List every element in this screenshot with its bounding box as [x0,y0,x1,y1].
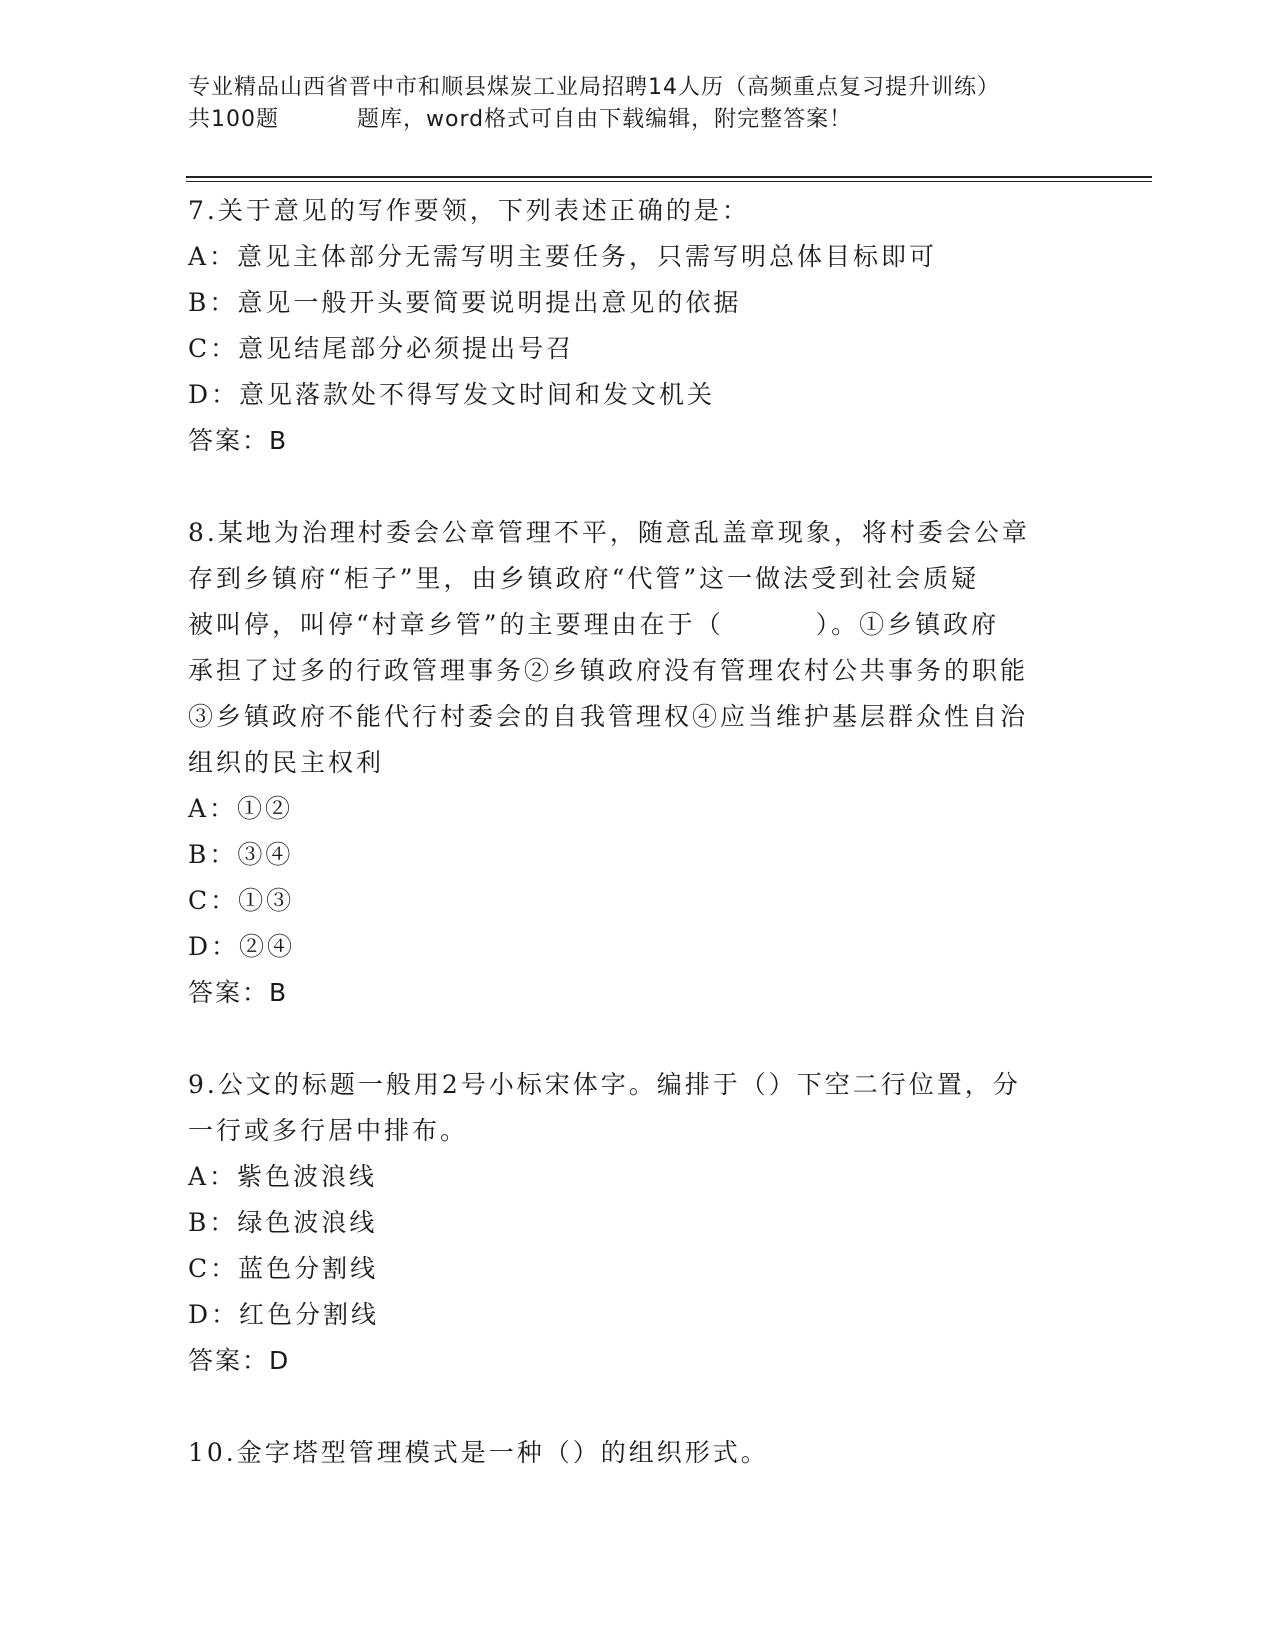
question-stem-line: ③乡镇政府不能代行村委会的自我管理权④应当维护基层群众性自治 [188,702,1029,731]
question-stem-line: 9.公文的标题一般用2号小标宋体字。编排于（）下空二行位置，分 [188,1070,1021,1099]
option-a: A：①② [188,794,294,823]
question-list [188,188,1068,1476]
question-10 [188,1430,1068,1476]
document-header [188,72,1068,136]
option-a: A：紫色波浪线 [188,1162,378,1191]
header-title: 专业精品山西省晋中市和顺县煤炭工业局招聘14人历（高频重点复习提升训练） [188,75,1000,100]
option-a: A：意见主体部分无需写明主要任务，只需写明总体目标即可 [188,242,938,271]
answer: 答案：B [188,978,289,1007]
question-stem-line: 一行或多行居中排布。 [188,1116,469,1145]
question-stem-line: 承担了过多的行政管理事务②乡镇政府没有管理农村公共事务的职能 [188,656,1029,685]
option-c: C：蓝色分割线 [188,1254,379,1283]
question-stem: 10.金字塔型管理模式是一种（）的组织形式。 [188,1438,769,1467]
option-d: D：意见落款处不得写发文时间和发文机关 [188,380,716,409]
question-stem-line: 组织的民主权利 [188,748,385,777]
header-divider-thick [186,176,1152,178]
question-stem-line: 8.某地为治理村委会公章管理不平，随意乱盖章现象，将村委会公章 [188,518,1030,547]
question-7 [188,188,1068,464]
option-d: D：红色分割线 [188,1300,380,1329]
stem-part: ）。①乡镇政府 [815,610,1000,639]
stem-part: 被叫停，叫停“村章乡管”的主要理由在于（ [188,610,724,639]
option-d: D：②④ [188,932,296,961]
answer: 答案：B [188,426,289,455]
option-c: C：①③ [188,886,295,915]
header-count: 共100题 [188,107,279,132]
header-divider-thin [186,181,1152,182]
question-9 [188,1062,1068,1384]
question-stem-line: 存到乡镇府“柜子”里，由乡镇政府“代管”这一做法受到社会质疑 [188,564,980,593]
option-c: C：意见结尾部分必须提出号召 [188,334,575,363]
question-stem-line [188,602,1068,648]
option-b: B：绿色波浪线 [188,1208,378,1237]
header-subtitle [188,104,1068,136]
header-description: 题库，word格式可自由下载编辑，附完整答案！ [357,107,853,132]
answer: 答案：D [188,1346,291,1375]
question-stem: 7.关于意见的写作要领，下列表述正确的是： [188,196,750,225]
option-b: B：意见一般开头要简要说明提出意见的依据 [188,288,742,317]
question-8 [188,510,1068,1016]
option-b: B：③④ [188,840,294,869]
